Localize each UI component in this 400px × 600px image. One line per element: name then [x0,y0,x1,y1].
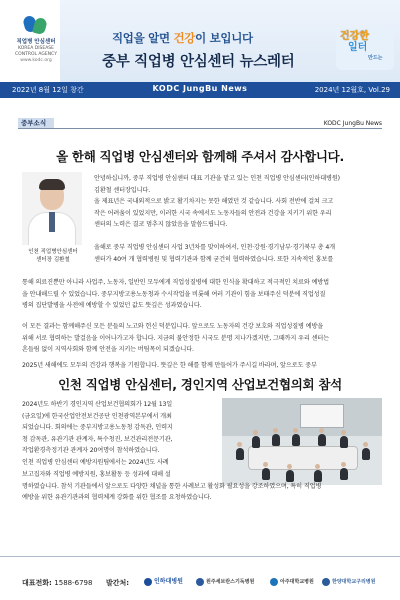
text-line: 올 제표년은 국내외적으로 밝고 활기차지는 못한 해였던 것 같습니다. 사회 전반에 걸쳐 크고 [94,198,334,205]
text-line: 청 감독관, 유관기관 관계자, 특수청진, 보건관리전문기관, [22,435,173,443]
founded-date: 2022년 8월 12일 창간 [12,86,84,94]
logo-name: 직업병 안심센터 [16,39,56,45]
issue-number: 2024년 12월호, Vol.29 [314,86,390,94]
org-ajou [270,577,314,587]
section-tag: 중부소식 [18,118,54,128]
article1-paragraph-2-cont [22,277,329,312]
text-line: 흔들림 없이 지역사회와 함께 안전을 지키는 버팀목이 되겠습니다. [22,346,194,353]
photo-caption-org: 인천 직업병안심센터 [28,249,78,255]
issue-band [0,82,400,98]
publisher-label: 발간처: [106,579,130,587]
text-line: 예방을 위한 유관기관과의 협력체계 강화를 위한 협조를 요청하였습니다. [22,494,212,501]
hanyang-logo-icon [322,578,330,586]
org-wonju [196,577,254,587]
org-name: 원주세브란스기독병원 [206,579,255,585]
logo-url: www.kodc.org [20,58,52,63]
section-divider [18,128,382,129]
text-line: 센터의 노력은 결코 멈추지 않았음을 말씀드립니다. [94,221,228,228]
article1-paragraph-4 [22,344,194,356]
badge-line1: 건강한 [340,31,369,42]
article1-paragraph-2 [94,242,335,265]
org-name: 한양대학교구리병원 [332,579,376,585]
text-line: 2024년도 하반기 경인지역 산업보건협의회가 12월 13일 [22,401,173,408]
org-name: 인하대병원 [154,578,183,585]
phone-label: 대표전화: [22,579,55,587]
photo-caption-name: 센터장 김환철 [36,257,70,263]
text-line: 김환철 센터장입니다. [94,186,151,194]
text-line: 병의 집단발병을 사전에 예방할 수 있었던 값도 뜻깊은 성과였습니다. [22,302,202,309]
band-title: KODC JungBu News [152,84,248,93]
contact-phone [22,578,92,588]
slogan-highlight: 건강 [173,31,196,45]
text-line: 통해 의료진뿐만 아니라 사업주, 노동자, 일반인 모두에게 직업성질병에 대한 인식을 확대하고 적극적인 치료와 예방법 [22,279,329,286]
campaign-badge [336,28,394,70]
phone-number: 1588-6798 [54,579,93,587]
text-line: 올해로 중부 직업병 안심센터 사업 3년차를 맞이하여서, 인천·강원·경기남부·경기북부 총 4개 [94,244,335,251]
text-line: 위해 서로 협력하는 발걸음을 이어나가고자 합니다. 지금의 불안정한 시국도 분명 지나가겠지만, 그때까지 우리 센터는 [22,334,329,342]
director-photo [22,172,82,245]
slogan-part1: 직업을 알면 [112,31,174,45]
text-line: 인천 직업병 안심센터 예방지원팀에서는 2024년도 사례 [22,458,169,466]
badge-line3: 만드는 [368,55,383,61]
text-line: 명하였습니다. 참석 기관들에서 앞으로도 다양한 채널을 통한 사례보고 활성화 필요성을 강조하였으며, 특히 직업병 [22,482,322,490]
inha-logo-icon [144,578,152,586]
header-slogan [112,30,253,46]
text-line: 보고집자와 직업병 예방지원, 홍보활동 등 성과에 대해 설 [22,471,171,478]
text-line: 을 안내해드릴 수 있었습니다. 중부지방고용노동청과 수시작업을 비롯해 여러 기관이 힘을 보태주신 덕분에 직업성질 [22,290,326,298]
org-hanyang [322,577,375,587]
slogan-part3: 이 보입니다 [195,31,253,45]
newsletter-title: 중부 직업병 안심센터 뉴스레터 [102,54,295,70]
article1-paragraph-1 [94,173,340,231]
text-line: (금요일)에 한국산업안전보건공단 인천광역본부에서 개최 [22,412,172,420]
article2-paragraph-2 [22,469,321,504]
article1-title: 올 한해 직업병 안심센터와 함께해 주셔서 감사합니다. [56,149,344,164]
article1-paragraph-5 [22,360,317,372]
text-line: 안녕하십니까, 중부 직업병 안심센터 대표 기관을 맡고 있는 인천 직업병 안심센터(인하대병원) [94,175,340,182]
logo-subtitle: KOREA DISEASE CONTROL AGENCY [15,46,57,57]
center-logo [8,14,64,72]
text-line: 되었습니다. 회의에는 중부지방고용노동청 감독관, 인력지 [22,424,173,431]
org-name: 아주대학교병원 [280,579,314,585]
logo-mark-icon [22,14,50,36]
ajou-logo-icon [270,578,278,586]
wonju-logo-icon [196,578,204,586]
badge-line2: 일터 [348,42,368,53]
text-line: 작업환경측정기관 관계자 20여명이 참석하였습니다. [22,447,160,454]
newsletter-header [0,0,400,82]
text-line: 센터가 40여 개 협력병원 및 협력기관과 함께 굳건히 협력하였습니다. 또한 지속적인 홍보를 [94,255,334,263]
text-line: 이 모든 결과는 함께해주신 모든 분들의 노고와 헌신 덕분입니다. 앞으로도 노동자의 건강 보호와 직업성질병 예방을 [22,323,324,330]
article1-paragraph-3 [22,321,329,344]
text-line: 작은 어려움이 있었지만, 이러한 시국 속에서도 노동자들의 안전과 건강을 지키기 위한 우리 [94,209,332,217]
section-label: KODC JungBu News [323,120,382,127]
org-inha [144,577,183,586]
text-line: 2025년 새해에도 모두의 건강과 행복을 기원합니다. 뜻깊은 한 해를 함께 만들어가 주시길 바라며, 앞으로도 중부 [22,362,317,369]
newsletter-footer [0,556,400,600]
article2-paragraph-1 [22,399,173,468]
article2-title: 인천 직업병 안심센터, 경인지역 산업보건협의회 참석 [58,377,342,392]
